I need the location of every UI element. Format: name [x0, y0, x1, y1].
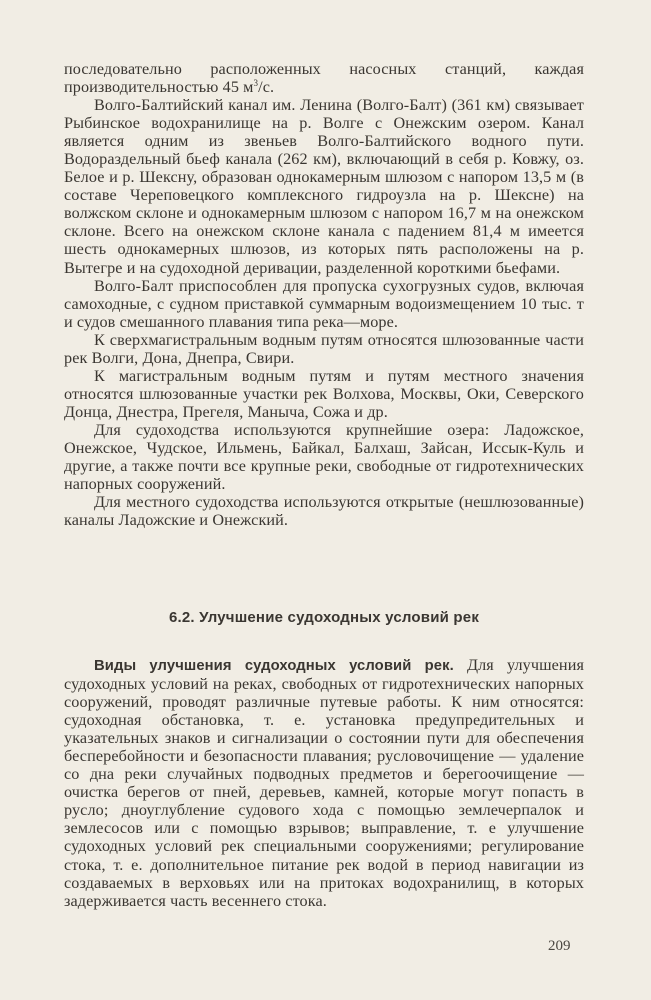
- paragraph-body: Для улучшения судоходных условий на реках, свободных от гидротехнических напорных сооружений, проводят различные путевые работы. К ним относятся: судоходная обстановка, т. е. установка предупредительных и указательных знаков и сигнализации о состоянии пути для обеспечения бесперебойности и безопасности плавания; русловочищение — удаление со дна реки случайных подводных предметов и берегоочищение — очистка берегов от пней, деревьев, камней, которые могут попасть в русло; дноуглубление судового хода с помощью землечерпалок и землесосов или с помощью взрывов; выправление, т. е улучшение судоходных условий рек специальными сооружениями; регулирование стока, т. е. дополнительное питание рек водой в период навигации из создаваемых в верховьях или на притоках водохранилищ, в которых задерживается часть весеннего стока.: [64, 656, 584, 910]
- paragraph-volgo-balt-vessels: Волго-Балт приспособлен для пропуска сухогрузных судов, включая самоходные, с судном приставкой суммарным водоизмещением 10 тыс. т и судов смешанного плавания типа река—море.: [64, 276, 584, 331]
- paragraph-super-main-waterways: К сверхмагистральным водным путям относятся шлюзованные части рек Волги, Дона, Днепра, Свири.: [64, 330, 584, 367]
- paragraph-local-canals: Для местного судоходства используются открытые (нешлюзованные) каналы Ладожские и Онежский.: [64, 493, 584, 530]
- run-in-title: Виды улучшения судоходных условий рек.: [94, 658, 454, 674]
- section-heading: 6.2. Улучшение судоходных условий рек: [168, 609, 480, 626]
- paragraph-improvement-types: [64, 656, 584, 910]
- page-number: 209: [548, 938, 571, 954]
- top-text-block: [64, 60, 584, 529]
- paragraph-text-end: /с.: [258, 78, 275, 97]
- paragraph-pumping-stations: [64, 60, 584, 96]
- paragraph-lakes: Для судоходства используются крупнейшие озера: Ладожское, Онежское, Чудское, Ильмень, Байкал, Балхаш, Зайсан, Иссык-Куль и другие, а также почти все крупные реки, свободные от гидротехнических напорных сооружений.: [64, 420, 584, 494]
- paragraph-main-waterways: К магистральным водным путям и путям местного значения относятся шлюзованные участки рек Волхова, Москвы, Оки, Северского Донца, Днестра, Прегеля, Маныча, Сожа и др.: [64, 366, 584, 421]
- section-text-block: [64, 656, 584, 910]
- paragraph-volgo-balt: Волго-Балтийский канал им. Ленина (Волго-Балт) (361 км) связывает Рыбинское водохранилище на р. Волге с Онежским озером. Канал является одним из звеньев Волго-Балтийского водного пути. Водораздельный бьеф канала (262 км), включающий в себя р. Ковжу, оз. Белое и р. Шексну, образован однокамерным шлюзом с напором 13,5 м (в составе Череповецкого комплексного гидроузла на р. Шексне) на волжском склоне и однокамерным шлюзом с напором 16,7 м на онежском склоне. Всего на онежском склоне канала с падением 81,4 м имеется шесть однокамерных шлюзов, из которых пять расположены на р. Вытегре и на судоходной деривации, разделенной короткими бьефами.: [64, 96, 584, 277]
- paragraph-text: последовательно расположенных насосных станций, каждая производительностью 45 м: [64, 60, 584, 97]
- superscript: 3: [253, 78, 259, 89]
